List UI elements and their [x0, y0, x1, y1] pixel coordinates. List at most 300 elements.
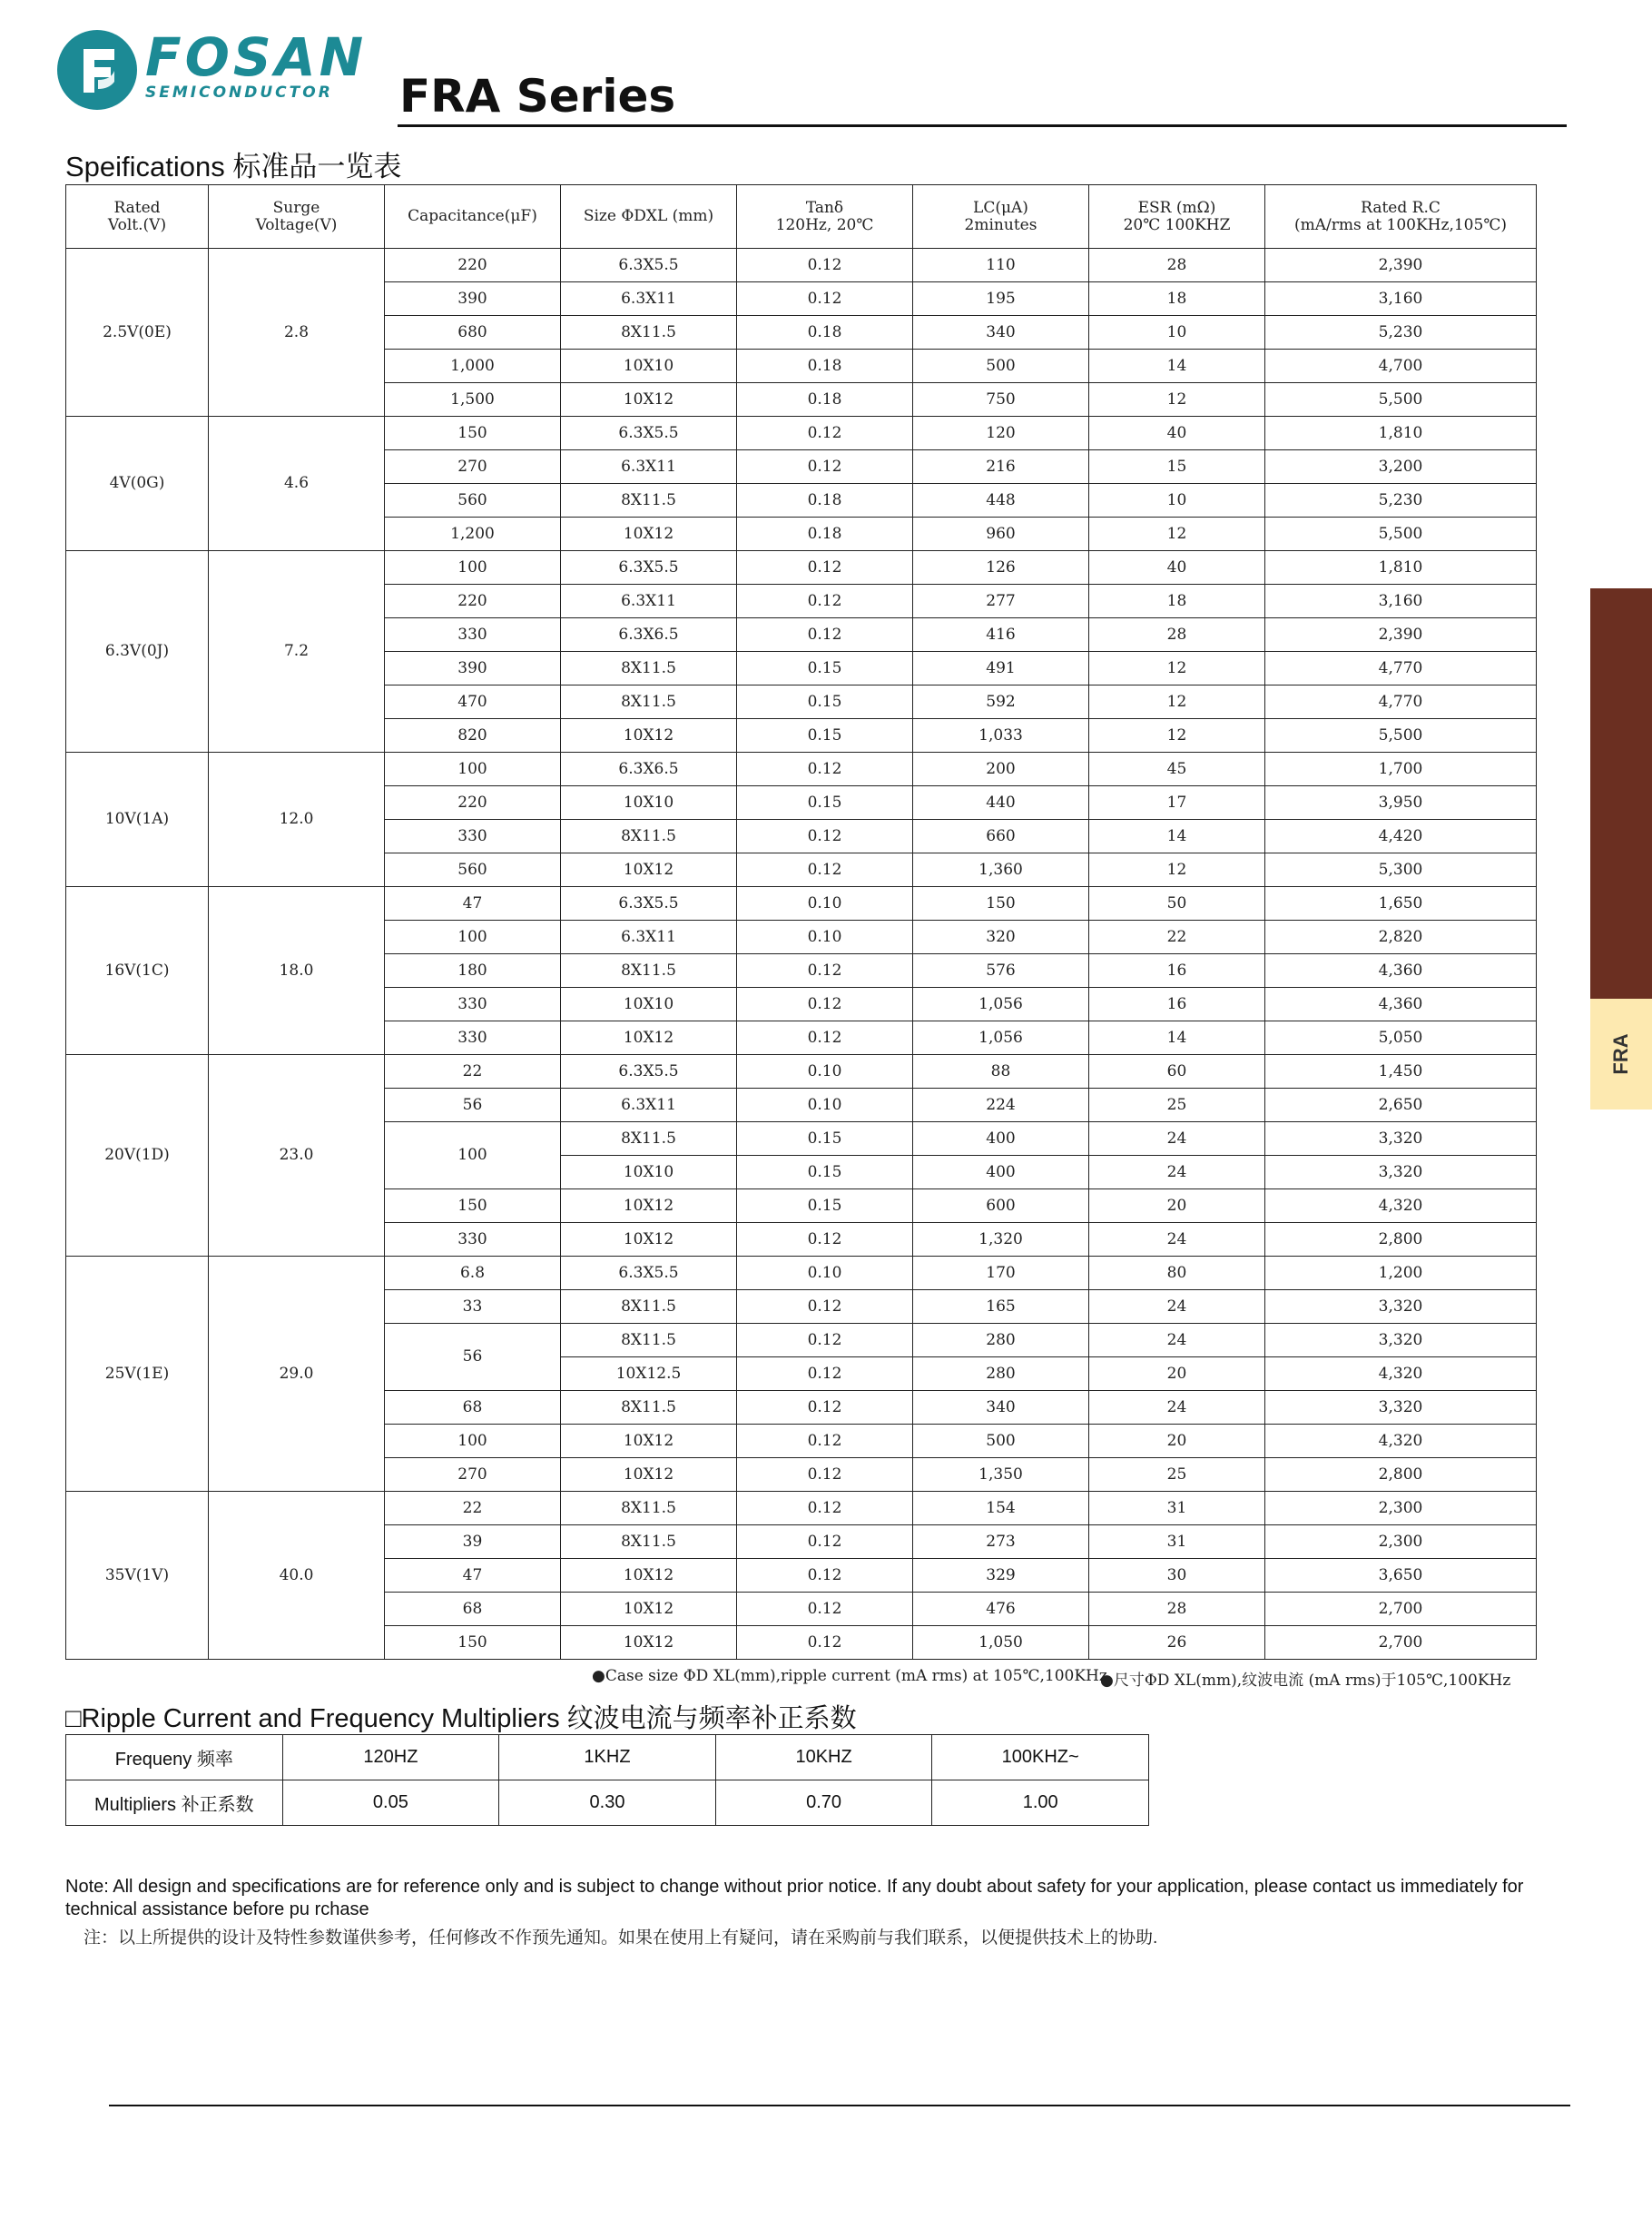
- cell-size: 8X11.5: [561, 652, 737, 685]
- table-row: [66, 1055, 1537, 1089]
- cell-esr: 28: [1089, 618, 1265, 652]
- cell-capacitance: 150: [385, 1626, 561, 1660]
- cell-capacitance: 47: [385, 887, 561, 921]
- cell-capacitance: 1,000: [385, 350, 561, 383]
- cell-capacitance: 390: [385, 282, 561, 316]
- cell-capacitance: 39: [385, 1525, 561, 1559]
- cell-size: 8X11.5: [561, 685, 737, 719]
- case-size-note-cn: ●尺寸ΦD XL(mm),纹波电流 (mA rms)于105℃,100KHz: [1100, 1672, 1511, 1690]
- cell-size: 6.3X5.5: [561, 551, 737, 585]
- cell-tan-delta: 0.12: [737, 1391, 913, 1425]
- cell-tan-delta: 0.12: [737, 1492, 913, 1525]
- cell-surge-voltage: 29.0: [209, 1257, 385, 1492]
- cell-leakage-current: 329: [913, 1559, 1089, 1593]
- cell-capacitance: 220: [385, 585, 561, 618]
- cell-rated-volt: 10V(1A): [66, 753, 209, 887]
- cell-tan-delta: 0.12: [737, 1525, 913, 1559]
- cell-ripple-current: 1,200: [1265, 1257, 1537, 1290]
- cell-capacitance: 150: [385, 1189, 561, 1223]
- side-tab-accent: [1590, 588, 1652, 999]
- cell-ripple-current: 5,300: [1265, 853, 1537, 887]
- cell-leakage-current: 440: [913, 786, 1089, 820]
- cell-tan-delta: 0.12: [737, 853, 913, 887]
- cell-leakage-current: 576: [913, 954, 1089, 988]
- cell-leakage-current: 277: [913, 585, 1089, 618]
- cell-leakage-current: 500: [913, 1425, 1089, 1458]
- brand-name: FOSAN: [145, 26, 368, 88]
- multiplier-value: 0.70: [715, 1780, 932, 1826]
- cell-ripple-current: 2,700: [1265, 1626, 1537, 1660]
- cell-tan-delta: 0.15: [737, 685, 913, 719]
- cell-size: 10X12.5: [561, 1357, 737, 1391]
- cell-capacitance: 100: [385, 551, 561, 585]
- multiplier-label: Multipliers 补正系数: [66, 1780, 283, 1826]
- cell-tan-delta: 0.18: [737, 484, 913, 518]
- cell-capacitance: 220: [385, 786, 561, 820]
- cell-capacitance: 560: [385, 484, 561, 518]
- cell-esr: 24: [1089, 1223, 1265, 1257]
- table-row: [66, 753, 1537, 786]
- cell-tan-delta: 0.15: [737, 652, 913, 685]
- cell-ripple-current: 2,300: [1265, 1525, 1537, 1559]
- side-tab: [1590, 999, 1652, 1110]
- cell-size: 6.3X11: [561, 1089, 737, 1122]
- cell-size: 10X12: [561, 518, 737, 551]
- cell-leakage-current: 280: [913, 1324, 1089, 1357]
- cell-capacitance: 820: [385, 719, 561, 753]
- cell-tan-delta: 0.10: [737, 1055, 913, 1089]
- table-row: [66, 1257, 1537, 1290]
- header-size: Size ΦDXL (mm): [561, 185, 737, 249]
- disclaimer-note-en: Note: All design and specifications are for reference only and is subject to change without prior notice. If any doubt about safety for your application, please contact us immediately for technical assistance before pu rchase: [65, 1877, 1524, 1919]
- cell-tan-delta: 0.10: [737, 1257, 913, 1290]
- cell-ripple-current: 5,500: [1265, 719, 1537, 753]
- cell-size: 6.3X11: [561, 585, 737, 618]
- cell-leakage-current: 216: [913, 450, 1089, 484]
- cell-tan-delta: 0.12: [737, 1425, 913, 1458]
- cell-leakage-current: 340: [913, 1391, 1089, 1425]
- cell-rated-volt: 6.3V(0J): [66, 551, 209, 753]
- cell-esr: 20: [1089, 1189, 1265, 1223]
- cell-capacitance: 100: [385, 753, 561, 786]
- cell-leakage-current: 750: [913, 383, 1089, 417]
- cell-leakage-current: 126: [913, 551, 1089, 585]
- cell-capacitance: 100: [385, 1122, 561, 1189]
- cell-esr: 45: [1089, 753, 1265, 786]
- cell-esr: 60: [1089, 1055, 1265, 1089]
- cell-ripple-current: 5,500: [1265, 383, 1537, 417]
- cell-ripple-current: 2,390: [1265, 618, 1537, 652]
- cell-capacitance: 100: [385, 921, 561, 954]
- cell-capacitance: 33: [385, 1290, 561, 1324]
- cell-tan-delta: 0.18: [737, 316, 913, 350]
- case-size-note-en: ●Case size ΦD XL(mm),ripple current (mA rms) at 105℃,100KHz: [592, 1667, 1107, 1685]
- cell-esr: 26: [1089, 1626, 1265, 1660]
- cell-tan-delta: 0.10: [737, 887, 913, 921]
- cell-leakage-current: 320: [913, 921, 1089, 954]
- header-leakage-current: LC(μA) 2minutes: [913, 185, 1089, 249]
- cell-tan-delta: 0.12: [737, 1223, 913, 1257]
- cell-size: 6.3X5.5: [561, 417, 737, 450]
- cell-size: 10X12: [561, 383, 737, 417]
- cell-leakage-current: 280: [913, 1357, 1089, 1391]
- cell-ripple-current: 4,320: [1265, 1189, 1537, 1223]
- header-esr: ESR (mΩ) 20℃ 100KHZ: [1089, 185, 1265, 249]
- cell-rated-volt: 16V(1C): [66, 887, 209, 1055]
- cell-size: 10X12: [561, 1626, 737, 1660]
- cell-leakage-current: 1,050: [913, 1626, 1089, 1660]
- cell-ripple-current: 4,770: [1265, 652, 1537, 685]
- cell-size: 6.3X11: [561, 921, 737, 954]
- cell-leakage-current: 500: [913, 350, 1089, 383]
- cell-size: 8X11.5: [561, 1525, 737, 1559]
- cell-esr: 30: [1089, 1559, 1265, 1593]
- cell-esr: 24: [1089, 1156, 1265, 1189]
- cell-esr: 20: [1089, 1357, 1265, 1391]
- cell-esr: 24: [1089, 1122, 1265, 1156]
- cell-esr: 14: [1089, 350, 1265, 383]
- cell-tan-delta: 0.12: [737, 1593, 913, 1626]
- cell-esr: 40: [1089, 551, 1265, 585]
- cell-esr: 14: [1089, 1021, 1265, 1055]
- cell-size: 8X11.5: [561, 316, 737, 350]
- frequency-value: 1KHZ: [499, 1735, 716, 1780]
- cell-size: 8X11.5: [561, 1391, 737, 1425]
- multiplier-value: 1.00: [932, 1780, 1149, 1826]
- cell-ripple-current: 2,700: [1265, 1593, 1537, 1626]
- cell-size: 10X12: [561, 1593, 737, 1626]
- cell-esr: 12: [1089, 685, 1265, 719]
- cell-leakage-current: 88: [913, 1055, 1089, 1089]
- cell-esr: 28: [1089, 1593, 1265, 1626]
- cell-esr: 18: [1089, 282, 1265, 316]
- cell-capacitance: 270: [385, 450, 561, 484]
- cell-esr: 16: [1089, 988, 1265, 1021]
- cell-ripple-current: 3,320: [1265, 1324, 1537, 1357]
- cell-rated-volt: 4V(0G): [66, 417, 209, 551]
- cell-tan-delta: 0.12: [737, 551, 913, 585]
- cell-ripple-current: 5,500: [1265, 518, 1537, 551]
- cell-ripple-current: 3,650: [1265, 1559, 1537, 1593]
- cell-size: 8X11.5: [561, 820, 737, 853]
- spec-section-title: Speifications 标准品一览表: [65, 151, 402, 182]
- cell-capacitance: 100: [385, 1425, 561, 1458]
- header-capacitance: Capacitance(μF): [385, 185, 561, 249]
- cell-esr: 18: [1089, 585, 1265, 618]
- cell-ripple-current: 4,360: [1265, 988, 1537, 1021]
- cell-esr: 25: [1089, 1089, 1265, 1122]
- cell-tan-delta: 0.12: [737, 417, 913, 450]
- cell-capacitance: 56: [385, 1324, 561, 1391]
- cell-size: 10X12: [561, 1021, 737, 1055]
- cell-size: 6.3X5.5: [561, 249, 737, 282]
- cell-ripple-current: 4,320: [1265, 1357, 1537, 1391]
- cell-tan-delta: 0.10: [737, 1089, 913, 1122]
- cell-capacitance: 150: [385, 417, 561, 450]
- cell-leakage-current: 120: [913, 417, 1089, 450]
- cell-ripple-current: 3,160: [1265, 585, 1537, 618]
- cell-size: 10X10: [561, 988, 737, 1021]
- cell-size: 8X11.5: [561, 1290, 737, 1324]
- cell-esr: 12: [1089, 853, 1265, 887]
- cell-tan-delta: 0.12: [737, 1626, 913, 1660]
- cell-esr: 16: [1089, 954, 1265, 988]
- ripple-section-title: □Ripple Current and Frequency Multipliers 纹波电流与频率补正系数: [65, 1704, 857, 1733]
- cell-leakage-current: 960: [913, 518, 1089, 551]
- multiplier-value: 0.05: [282, 1780, 499, 1826]
- cell-capacitance: 270: [385, 1458, 561, 1492]
- disclaimer-note-cn: 注：以上所提供的设计及特性参数谨供参考，任何修改不作预先通知。如果在使用上有疑问，请在采购前与我们联系，以便提供技术上的协助.: [84, 1928, 1158, 1948]
- cell-size: 10X10: [561, 786, 737, 820]
- cell-rated-volt: 35V(1V): [66, 1492, 209, 1660]
- cell-leakage-current: 1,033: [913, 719, 1089, 753]
- series-title: FRA Series: [399, 70, 676, 123]
- spec-header-row: [66, 185, 1537, 249]
- cell-surge-voltage: 23.0: [209, 1055, 385, 1257]
- cell-esr: 28: [1089, 249, 1265, 282]
- cell-leakage-current: 224: [913, 1089, 1089, 1122]
- cell-tan-delta: 0.12: [737, 450, 913, 484]
- cell-esr: 15: [1089, 450, 1265, 484]
- cell-leakage-current: 273: [913, 1525, 1089, 1559]
- cell-ripple-current: 4,360: [1265, 954, 1537, 988]
- frequency-label: Frequeny 频率: [66, 1735, 283, 1780]
- frequency-row: [66, 1735, 1149, 1780]
- cell-esr: 50: [1089, 887, 1265, 921]
- cell-surge-voltage: 40.0: [209, 1492, 385, 1660]
- cell-leakage-current: 491: [913, 652, 1089, 685]
- cell-ripple-current: 2,820: [1265, 921, 1537, 954]
- cell-ripple-current: 1,700: [1265, 753, 1537, 786]
- cell-size: 6.3X5.5: [561, 1055, 737, 1089]
- cell-tan-delta: 0.12: [737, 753, 913, 786]
- cell-leakage-current: 592: [913, 685, 1089, 719]
- cell-ripple-current: 3,320: [1265, 1122, 1537, 1156]
- cell-tan-delta: 0.12: [737, 1357, 913, 1391]
- cell-ripple-current: 1,810: [1265, 417, 1537, 450]
- cell-leakage-current: 195: [913, 282, 1089, 316]
- cell-size: 8X11.5: [561, 1324, 737, 1357]
- brand-subtitle: SEMICONDUCTOR: [145, 84, 333, 102]
- cell-tan-delta: 0.12: [737, 1324, 913, 1357]
- cell-esr: 17: [1089, 786, 1265, 820]
- frequency-value: 120HZ: [282, 1735, 499, 1780]
- cell-leakage-current: 660: [913, 820, 1089, 853]
- cell-esr: 31: [1089, 1492, 1265, 1525]
- cell-ripple-current: 2,800: [1265, 1223, 1537, 1257]
- cell-ripple-current: 4,420: [1265, 820, 1537, 853]
- cell-capacitance: 22: [385, 1492, 561, 1525]
- cell-ripple-current: 5,230: [1265, 316, 1537, 350]
- cell-size: 8X11.5: [561, 484, 737, 518]
- cell-rated-volt: 25V(1E): [66, 1257, 209, 1492]
- cell-size: 6.3X6.5: [561, 618, 737, 652]
- cell-size: 10X12: [561, 1425, 737, 1458]
- cell-esr: 31: [1089, 1525, 1265, 1559]
- cell-esr: 40: [1089, 417, 1265, 450]
- header-rated-ripple-current: Rated R.C (mA/rms at 100KHz,105℃): [1265, 185, 1537, 249]
- cell-size: 8X11.5: [561, 954, 737, 988]
- cell-tan-delta: 0.12: [737, 988, 913, 1021]
- cell-size: 8X11.5: [561, 1122, 737, 1156]
- cell-size: 10X10: [561, 1156, 737, 1189]
- multiplier-table: [65, 1734, 1149, 1826]
- cell-capacitance: 180: [385, 954, 561, 988]
- table-row: [66, 551, 1537, 585]
- cell-leakage-current: 476: [913, 1593, 1089, 1626]
- table-row: [66, 1492, 1537, 1525]
- cell-ripple-current: 1,450: [1265, 1055, 1537, 1089]
- cell-leakage-current: 1,056: [913, 988, 1089, 1021]
- cell-esr: 12: [1089, 518, 1265, 551]
- cell-tan-delta: 0.12: [737, 1021, 913, 1055]
- cell-tan-delta: 0.15: [737, 1156, 913, 1189]
- cell-capacitance: 680: [385, 316, 561, 350]
- multiplier-value: 0.30: [499, 1780, 716, 1826]
- cell-rated-volt: 2.5V(0E): [66, 249, 209, 417]
- cell-surge-voltage: 7.2: [209, 551, 385, 753]
- cell-size: 10X12: [561, 719, 737, 753]
- header-divider: [398, 124, 1567, 127]
- cell-leakage-current: 1,350: [913, 1458, 1089, 1492]
- cell-capacitance: 47: [385, 1559, 561, 1593]
- cell-esr: 25: [1089, 1458, 1265, 1492]
- cell-tan-delta: 0.15: [737, 786, 913, 820]
- cell-tan-delta: 0.15: [737, 719, 913, 753]
- cell-capacitance: 470: [385, 685, 561, 719]
- cell-ripple-current: 2,650: [1265, 1089, 1537, 1122]
- cell-leakage-current: 1,360: [913, 853, 1089, 887]
- frequency-value: 100KHZ~: [932, 1735, 1149, 1780]
- cell-ripple-current: 3,320: [1265, 1391, 1537, 1425]
- cell-tan-delta: 0.15: [737, 1122, 913, 1156]
- cell-tan-delta: 0.12: [737, 249, 913, 282]
- cell-esr: 24: [1089, 1324, 1265, 1357]
- cell-tan-delta: 0.12: [737, 1458, 913, 1492]
- cell-size: 6.3X6.5: [561, 753, 737, 786]
- cell-leakage-current: 400: [913, 1156, 1089, 1189]
- cell-ripple-current: 4,770: [1265, 685, 1537, 719]
- cell-esr: 14: [1089, 820, 1265, 853]
- cell-ripple-current: 2,300: [1265, 1492, 1537, 1525]
- cell-tan-delta: 0.12: [737, 1290, 913, 1324]
- cell-leakage-current: 416: [913, 618, 1089, 652]
- spec-table-body: [66, 249, 1537, 1660]
- cell-ripple-current: 5,230: [1265, 484, 1537, 518]
- cell-tan-delta: 0.12: [737, 618, 913, 652]
- cell-capacitance: 330: [385, 1021, 561, 1055]
- cell-tan-delta: 0.10: [737, 921, 913, 954]
- cell-ripple-current: 3,320: [1265, 1290, 1537, 1324]
- cell-size: 6.3X11: [561, 282, 737, 316]
- cell-ripple-current: 4,320: [1265, 1425, 1537, 1458]
- cell-capacitance: 560: [385, 853, 561, 887]
- cell-leakage-current: 448: [913, 484, 1089, 518]
- cell-capacitance: 390: [385, 652, 561, 685]
- cell-ripple-current: 4,700: [1265, 350, 1537, 383]
- cell-capacitance: 56: [385, 1089, 561, 1122]
- cell-esr: 80: [1089, 1257, 1265, 1290]
- cell-capacitance: 330: [385, 1223, 561, 1257]
- cell-esr: 20: [1089, 1425, 1265, 1458]
- cell-capacitance: 330: [385, 618, 561, 652]
- cell-leakage-current: 110: [913, 249, 1089, 282]
- cell-tan-delta: 0.15: [737, 1189, 913, 1223]
- cell-size: 10X12: [561, 853, 737, 887]
- cell-size: 6.3X11: [561, 450, 737, 484]
- cell-esr: 10: [1089, 484, 1265, 518]
- cell-rated-volt: 20V(1D): [66, 1055, 209, 1257]
- cell-capacitance: 68: [385, 1593, 561, 1626]
- cell-capacitance: 1,500: [385, 383, 561, 417]
- cell-capacitance: 220: [385, 249, 561, 282]
- cell-ripple-current: 3,160: [1265, 282, 1537, 316]
- cell-capacitance: 1,200: [385, 518, 561, 551]
- cell-ripple-current: 1,810: [1265, 551, 1537, 585]
- cell-leakage-current: 400: [913, 1122, 1089, 1156]
- cell-esr: 10: [1089, 316, 1265, 350]
- cell-ripple-current: 3,200: [1265, 450, 1537, 484]
- cell-ripple-current: 2,390: [1265, 249, 1537, 282]
- cell-surge-voltage: 12.0: [209, 753, 385, 887]
- cell-esr: 24: [1089, 1391, 1265, 1425]
- cell-esr: 12: [1089, 652, 1265, 685]
- cell-tan-delta: 0.12: [737, 1559, 913, 1593]
- header-surge-voltage: Surge Voltage(V): [209, 185, 385, 249]
- frequency-value: 10KHZ: [715, 1735, 932, 1780]
- cell-surge-voltage: 4.6: [209, 417, 385, 551]
- cell-size: 6.3X5.5: [561, 887, 737, 921]
- cell-esr: 12: [1089, 383, 1265, 417]
- cell-esr: 24: [1089, 1290, 1265, 1324]
- cell-capacitance: 330: [385, 820, 561, 853]
- cell-tan-delta: 0.18: [737, 518, 913, 551]
- cell-size: 6.3X5.5: [561, 1257, 737, 1290]
- cell-size: 10X12: [561, 1458, 737, 1492]
- cell-leakage-current: 1,056: [913, 1021, 1089, 1055]
- cell-ripple-current: 2,800: [1265, 1458, 1537, 1492]
- cell-ripple-current: 1,650: [1265, 887, 1537, 921]
- cell-tan-delta: 0.12: [737, 585, 913, 618]
- cell-surge-voltage: 2.8: [209, 249, 385, 417]
- cell-size: 10X12: [561, 1223, 737, 1257]
- header-rated-volt: Rated Volt.(V): [66, 185, 209, 249]
- cell-capacitance: 22: [385, 1055, 561, 1089]
- cell-surge-voltage: 18.0: [209, 887, 385, 1055]
- cell-capacitance: 330: [385, 988, 561, 1021]
- cell-capacitance: 68: [385, 1391, 561, 1425]
- multiplier-row: [66, 1780, 1149, 1826]
- cell-size: 10X12: [561, 1559, 737, 1593]
- cell-leakage-current: 165: [913, 1290, 1089, 1324]
- cell-tan-delta: 0.12: [737, 282, 913, 316]
- cell-leakage-current: 200: [913, 753, 1089, 786]
- cell-size: 8X11.5: [561, 1492, 737, 1525]
- cell-leakage-current: 600: [913, 1189, 1089, 1223]
- footer-divider: [109, 2105, 1570, 2106]
- cell-esr: 12: [1089, 719, 1265, 753]
- spec-table: [65, 184, 1537, 1660]
- header-tan-delta: Tanδ 120Hz, 20℃: [737, 185, 913, 249]
- cell-tan-delta: 0.12: [737, 820, 913, 853]
- cell-tan-delta: 0.18: [737, 350, 913, 383]
- cell-tan-delta: 0.18: [737, 383, 913, 417]
- table-row: [66, 417, 1537, 450]
- cell-leakage-current: 340: [913, 316, 1089, 350]
- cell-ripple-current: 3,320: [1265, 1156, 1537, 1189]
- cell-size: 10X10: [561, 350, 737, 383]
- cell-capacitance: 6.8: [385, 1257, 561, 1290]
